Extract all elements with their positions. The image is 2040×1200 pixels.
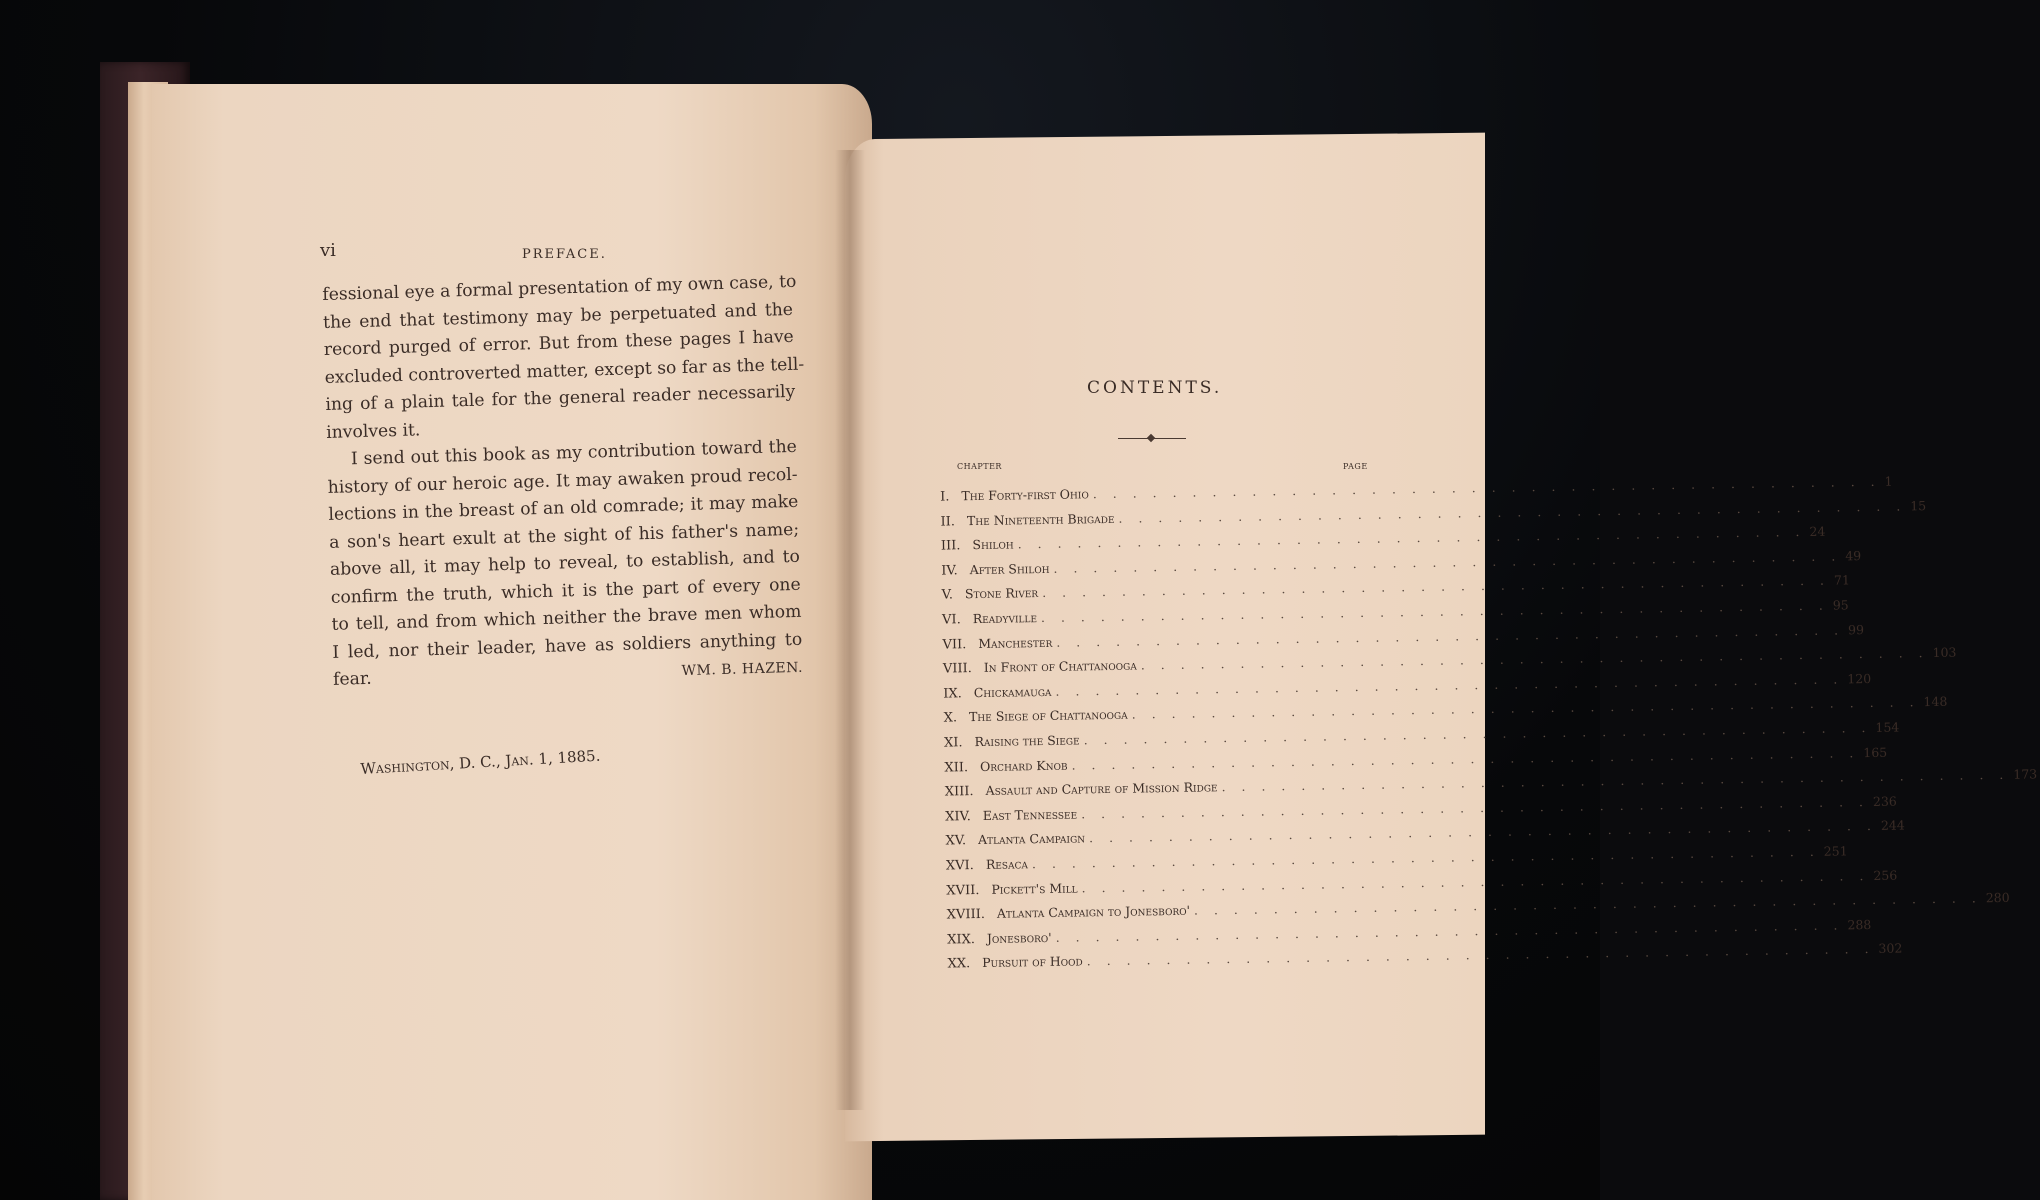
preface-line: history of our heroic age. It may awaken proud recol- — [327, 464, 798, 498]
chapter-title: Orchard Knob — [979, 757, 1068, 774]
dot-leader: . . . . . . . . . . . . . . . . . . . . . . . . . . . . . . . . . . . . . . . . — [1071, 744, 1860, 773]
chapter-title: Atlanta Campaign — [977, 830, 1086, 848]
preface-line: record purged of error. But from these pages I have — [323, 326, 794, 360]
preface-line: I send out this book as my contribution toward the — [350, 436, 798, 470]
running-head: PREFACE. — [522, 247, 607, 262]
dot-leader: . . . . . . . . . . . . . . . . . . . . . . . . . . . . . . . . . . . . . . . . — [1092, 473, 1881, 502]
dot-leader: . . . . . . . . . . . . . . . . . . . . . . . . . . . . . . . . . . . . . . . . — [1118, 498, 1907, 526]
chapter-title: Assault and Capture of Mission Ridge — [985, 779, 1218, 799]
chapter-number: III. — [940, 538, 961, 554]
chapter-title: In Front of Chattanooga — [983, 657, 1137, 676]
preface-line: the end that testimony may be perpetuated and the — [322, 299, 794, 333]
dot-leader: . . . . . . . . . . . . . . . . . . . . . . . . . . . . . . . . . . . . . . . . — [1088, 818, 1878, 846]
chapter-number: XIX. — [947, 931, 976, 948]
dot-leader: . . . . . . . . . . . . . . . . . . . . . . . . . . . . . . . . . . . . . . . . — [1140, 645, 1929, 673]
chapter-page: 120 — [1847, 670, 1872, 687]
chapter-page: 95 — [1832, 597, 1849, 613]
chapter-number: IX. — [943, 686, 962, 702]
chapter-page: 302 — [1878, 940, 1903, 957]
dot-leader: . . . . . . . . . . . . . . . . . . . . . . . . . . . . . . . . . . . . . . . . — [1017, 524, 1806, 552]
chapter-title: East Tennessee — [982, 806, 1078, 823]
chapter-title: Resaca — [985, 856, 1029, 872]
dot-leader: . . . . . . . . . . . . . . . . . . . . . . . . . . . . . . . . . . . . . . . . — [1042, 573, 1831, 601]
preface-text — [322, 269, 803, 695]
dot-leader: . . . . . . . . . . . . . . . . . . . . . . . . . . . . . . . . . . . . . . . . — [1193, 890, 1982, 918]
signature: WM. B. HAZEN. — [681, 659, 804, 680]
chapter-number: IV. — [941, 563, 958, 579]
final-word: fear. — [332, 668, 372, 690]
chapter-title: Raising the Siege — [974, 732, 1080, 750]
preface-line: a son's heart exult at the sight of his father's name; — [328, 519, 800, 553]
chapter-title: Stone River — [964, 585, 1039, 602]
chapter-page: 251 — [1823, 843, 1848, 859]
chapter-page: 99 — [1847, 621, 1865, 637]
chapter-page: 49 — [1845, 547, 1862, 564]
chapter-page: 173 — [2013, 766, 2038, 782]
chapter-number: VIII. — [942, 661, 972, 677]
dot-leader: . . . . . . . . . . . . . . . . . . . . . . . . . . . . . . . . . . . . . . . . — [1086, 941, 1875, 969]
dot-leader: . . . . . . . . . . . . . . . . . . . . . . . . . . . . . . . . . . . . . . . . — [1081, 867, 1870, 895]
chapter-title: Shiloh — [972, 536, 1014, 553]
preface-line: to tell, and from which neither the brave men whom — [331, 601, 802, 635]
chapter-number: XX. — [947, 956, 971, 972]
book-gutter — [835, 150, 865, 1110]
chapter-title: Pursuit of Hood — [982, 953, 1083, 971]
chapter-number: XVI. — [945, 858, 975, 874]
chapter-column-label: CHAPTER — [957, 462, 1002, 471]
preface-line: confirm the truth, which it is the part of every one — [330, 574, 801, 608]
preface-line: above all, it may help to reveal, to establish, and to — [329, 546, 801, 580]
dot-leader: . . . . . . . . . . . . . . . . . . . . . . . . . . . . . . . . . . . . . . . . — [1040, 597, 1829, 625]
chapter-title: Readyville — [972, 610, 1038, 627]
chapter-number: X. — [943, 710, 958, 726]
preface-line: excluded controverted matter, except so far as the tell- — [324, 354, 805, 388]
chapter-number: XVIII. — [946, 907, 986, 923]
chapter-title: Manchester — [978, 634, 1053, 651]
dot-leader: . . . . . . . . . . . . . . . . . . . . . . . . . . . . . . . . . . . . . . . . — [1221, 766, 2010, 795]
page-column-label: PAGE — [1343, 462, 1368, 471]
chapter-page: 236 — [1872, 793, 1897, 809]
chapter-page: 1 — [1884, 473, 1893, 489]
dot-leader: . . . . . . . . . . . . . . . . . . . . . . . . . . . . . . . . . . . . . . . . — [1081, 793, 1870, 822]
chapter-title: Atlanta Campaign to Jonesboro' — [996, 902, 1191, 921]
dot-leader: . . . . . . . . . . . . . . . . . . . . . . . . . . . . . . . . . . . . . . . . — [1053, 548, 1842, 576]
dot-leader: . . . . . . . . . . . . . . . . . . . . . . . . . . . . . . . . . . . . . . . . — [1031, 843, 1820, 872]
chapter-title: After Shiloh — [969, 560, 1050, 577]
chapter-number: XIV. — [945, 808, 971, 825]
chapter-page: 148 — [1923, 694, 1948, 710]
chapter-number: V. — [941, 587, 954, 603]
chapter-page: 256 — [1873, 867, 1898, 883]
left-page-number: vi — [320, 240, 336, 261]
preface-line: lections in the breast of an old comrade; it may make — [328, 491, 799, 525]
chapter-page: 154 — [1875, 719, 1900, 735]
chapter-number: XV. — [945, 833, 967, 849]
chapter-number: XI. — [943, 735, 963, 751]
chapter-page: 288 — [1847, 916, 1872, 933]
chapter-title: The Forty-first Ohio — [961, 486, 1089, 504]
chapter-title: The Siege of Chattanooga — [968, 707, 1128, 725]
chapter-number: VI. — [941, 612, 961, 628]
chapter-number: I. — [940, 489, 950, 505]
preface-line: I led, nor their leader, have as soldiers anything to — [332, 629, 803, 663]
dot-leader: . . . . . . . . . . . . . . . . . . . . . . . . . . . . . . . . . . . . . . . . — [1056, 621, 1845, 650]
chapter-number: II. — [940, 513, 956, 530]
dot-leader: . . . . . . . . . . . . . . . . . . . . . . . . . . . . . . . . . . . . . . . . — [1055, 671, 1844, 699]
chapter-number: XIII. — [944, 784, 974, 800]
dateline: Washington, D. C., Jan. 1, 1885. — [360, 746, 601, 778]
preface-line: fessional eye a formal presentation of my own case, to — [322, 271, 797, 305]
chapter-page: 280 — [1985, 889, 2010, 906]
dot-leader: . . . . . . . . . . . . . . . . . . . . . . . . . . . . . . . . . . . . . . . . — [1083, 719, 1872, 748]
chapter-title: Chickamauga — [973, 683, 1052, 700]
chapter-page: 244 — [1880, 817, 1905, 834]
title-ornament — [1118, 437, 1186, 440]
chapter-page: 103 — [1932, 644, 1957, 661]
chapter-page: 71 — [1833, 572, 1850, 588]
chapter-page: 165 — [1863, 744, 1888, 760]
preface-line: ing of a plain tale for the general reader necessarily — [325, 381, 796, 415]
chapter-number: VII. — [942, 636, 967, 653]
chapter-number: XVII. — [946, 882, 980, 899]
dot-leader: . . . . . . . . . . . . . . . . . . . . . . . . . . . . . . . . . . . . . . . . — [1131, 694, 1920, 722]
chapter-title: Jonesboro' — [986, 929, 1052, 946]
chapter-number: XII. — [944, 759, 969, 776]
chapter-page: 15 — [1910, 497, 1927, 513]
chapter-title: The Nineteenth Brigade — [966, 510, 1115, 528]
contents-title: CONTENTS. — [1087, 378, 1223, 398]
chapter-page: 24 — [1809, 523, 1826, 540]
table-of-contents — [940, 473, 2038, 980]
chapter-title: Pickett's Mill — [991, 879, 1078, 897]
preface-line: involves it. — [325, 419, 421, 443]
dot-leader: . . . . . . . . . . . . . . . . . . . . . . . . . . . . . . . . . . . . . . . . — [1055, 917, 1844, 945]
